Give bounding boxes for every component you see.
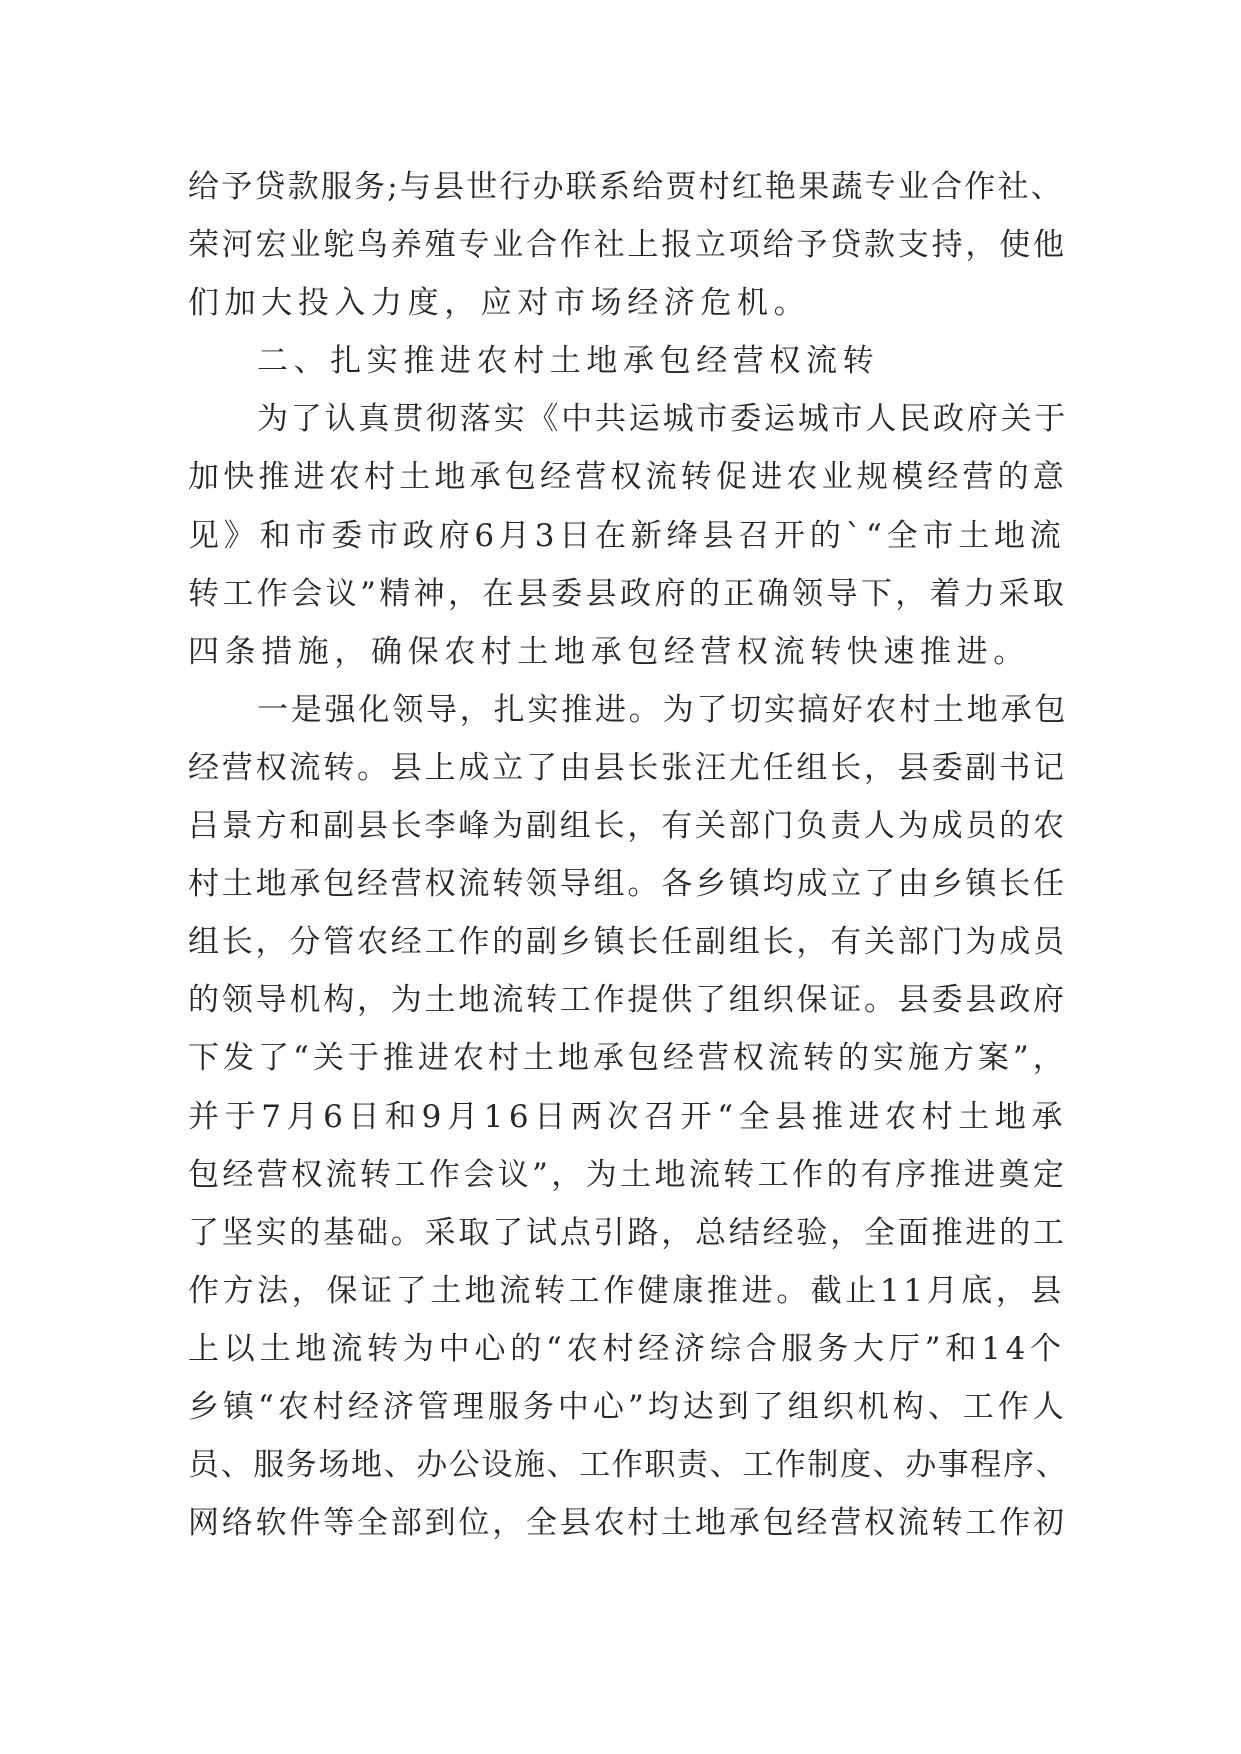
- paragraph-start: 为了认真贯彻落实《中共运城市委运城市人民政府关于: [257, 401, 1069, 438]
- text-line: 并于7月6日和9月16日两次召开“全县推进农村土地承: [188, 1098, 1069, 1135]
- text-line: 网络软件等全部到位，全县农村土地承包经营权流转工作初: [188, 1505, 1067, 1542]
- text-line: 村土地承包经营权流转领导组。各乡镇均成立了由乡镇长任: [188, 866, 1067, 903]
- section-heading: 二、扎实推进农村土地承包经营权流转: [257, 343, 880, 380]
- text-line: 加快推进农村土地承包经营权流转促进农业规模经营的意: [188, 459, 1068, 496]
- paragraph-start: 一是强化领导，扎实推进。为了切实搞好农村土地承包: [257, 691, 1069, 728]
- text-line: 给予贷款服务;与县世行办联系给贾村红艳果蔬专业合作社、: [188, 169, 1064, 205]
- text-line: 们加大投入力度，应对市场经济危机。: [188, 285, 811, 322]
- text-line: 的领导机构，为土地流转工作提供了组织保证。县委县政府: [188, 982, 1067, 1019]
- text-line: 吕景方和副县长李峰为副组长，有关部门负责人为成员的农: [188, 808, 1067, 845]
- text-line: 了坚实的基础。采取了试点引路，总结经验，全面推进的工: [188, 1214, 1067, 1251]
- text-line: 作方法，保证了土地流转工作健康推进。截止11月底，县: [188, 1272, 1066, 1309]
- text-line: 员、服务场地、办公设施、工作职责、工作制度、办事程序、: [188, 1447, 1069, 1484]
- text-line: 经营权流转。县上成立了由县长张汪尤任组长，县委副书记: [188, 749, 1067, 786]
- text-line: 荣河宏业鸵鸟养殖专业合作社上报立项给予贷款支持，使他: [188, 227, 1067, 264]
- text-line: 包经营权流转工作会议”，为土地流转工作的有序推进奠定: [188, 1156, 1068, 1193]
- text-line: 组长，分管农经工作的副乡镇长任副组长，有关部门为成员: [188, 924, 1067, 961]
- text-line: 乡镇“农村经济管理服务中心”均达到了组织机构、工作人: [188, 1388, 1068, 1425]
- text-line: 下发了“关于推进农村土地承包经营权流转的实施方案”，: [188, 1040, 1068, 1077]
- text-line: 见》和市委市政府6月3日在新绛县召开的`“全市土地流: [188, 517, 1066, 554]
- document-body: [188, 158, 1068, 1552]
- text-line: 转工作会议”精神，在县委县政府的正确领导下，着力采取: [188, 575, 1068, 612]
- text-line: 上以土地流转为中心的“农村经济综合服务大厅”和14个: [188, 1330, 1066, 1367]
- text-line: 四条措施，确保农村土地承包经营权流转快速推进。: [188, 633, 1030, 670]
